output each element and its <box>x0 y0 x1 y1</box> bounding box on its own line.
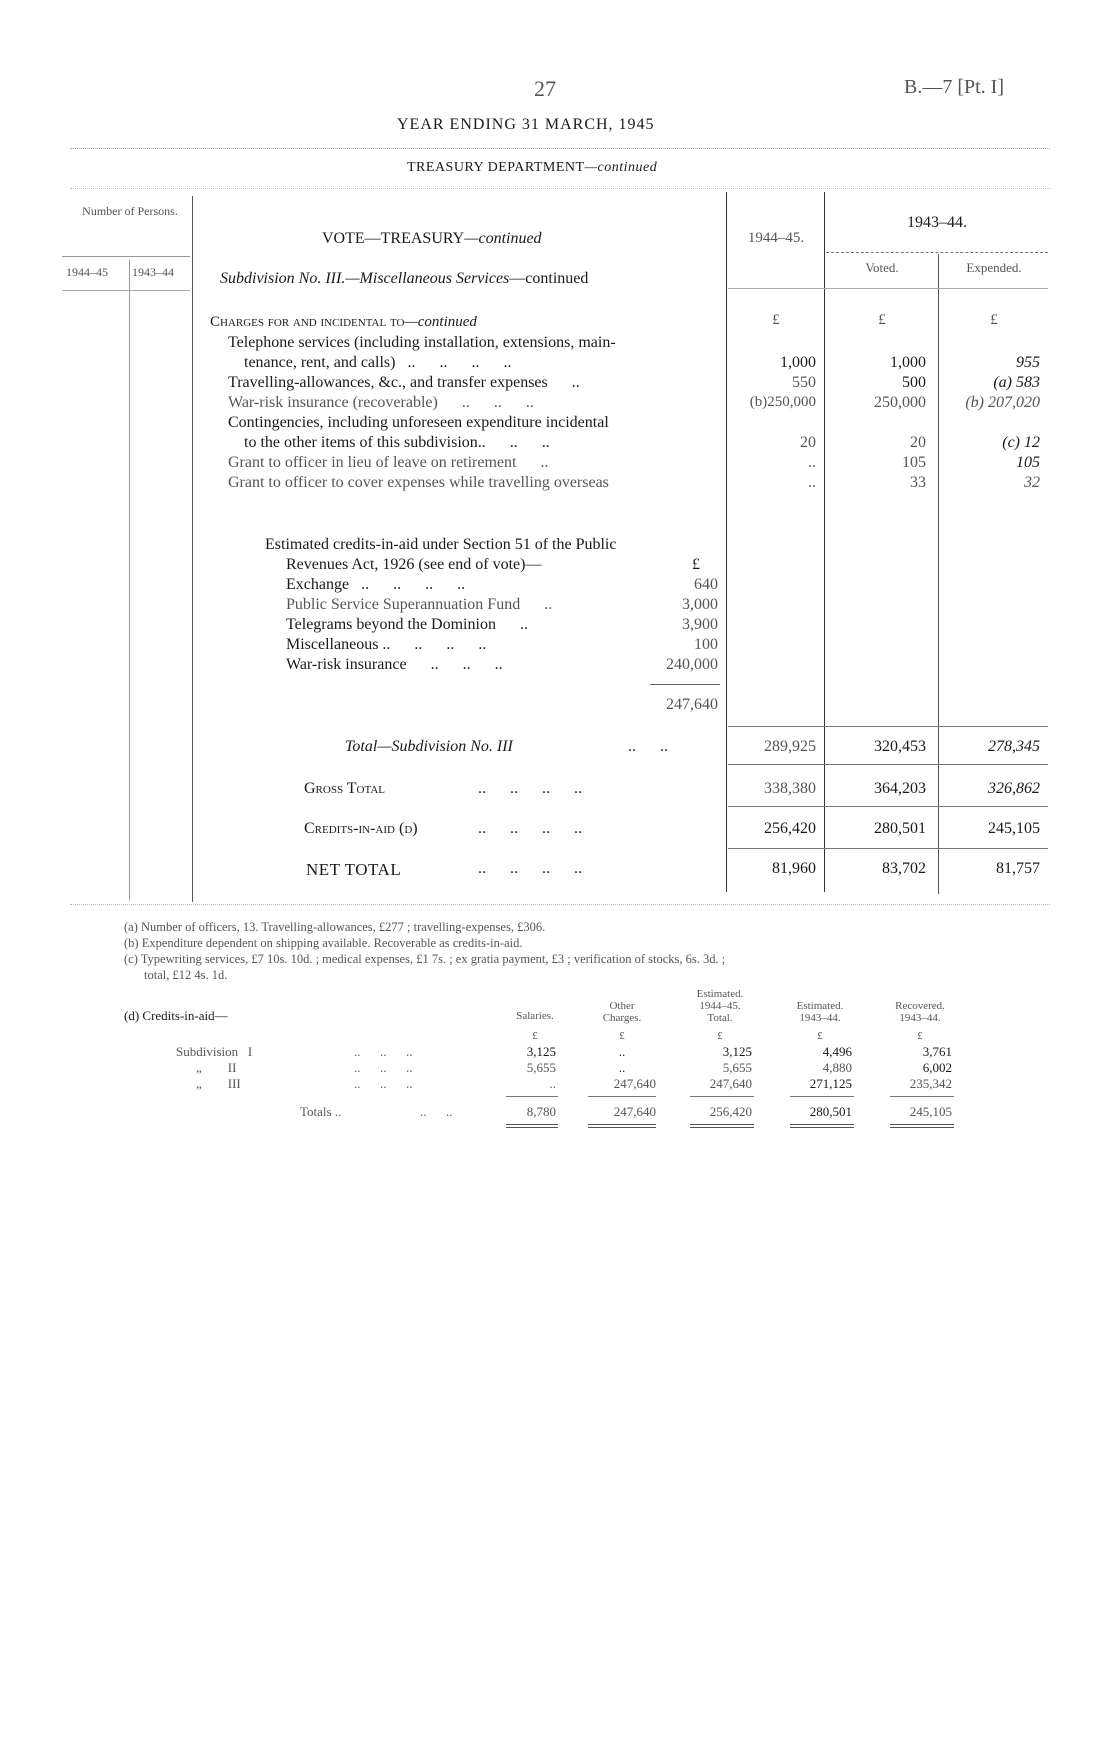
credits-intro-line1: Estimated credits-in-aid under Section 51 of the Public <box>265 536 617 553</box>
charge-contingencies-line2: to the other items of this subdivision.. .. .. <box>244 434 550 451</box>
pound-expended: £ <box>990 312 998 328</box>
ct-pound-other: £ <box>619 1030 625 1042</box>
net-total-voted: 83,702 <box>882 860 926 877</box>
ct-row-salaries: .. <box>549 1076 556 1091</box>
gross-total-dots: .. .. .. .. <box>478 780 582 797</box>
footnote-a: (a) Number of officers, 13. Travelling-allowances, £277 ; travelling-expenses, £306. <box>124 920 546 934</box>
credits-in-aid-label: Credits-in-aid (d) <box>304 820 418 837</box>
ct-row-total: 5,655 <box>722 1060 752 1075</box>
ct-row-rec: 235,342 <box>909 1076 952 1091</box>
footnote-c: (c) Typewriting services, £7 10s. 10d. ; medical expenses, £1 7s. ; ex gratia payment, £3 ; verification of stocks, 6s. 3d. ; <box>124 952 726 966</box>
total-subdivision-dots: .. .. <box>628 738 668 755</box>
charge-grant-overseas-voted: 33 <box>910 474 926 491</box>
credits-in-aid-dots: .. .. .. .. <box>478 820 582 837</box>
ct-row-dots: .. .. .. <box>354 1060 413 1075</box>
ct-row-est: 4,496 <box>822 1044 852 1059</box>
charge-contingencies-1944: 20 <box>800 434 816 451</box>
charges-heading-main: Charges for and incidental to <box>210 314 405 330</box>
ct-head-other-2: Charges. <box>602 1012 642 1024</box>
col-voted-heading: Voted. <box>865 260 899 275</box>
charge-grant-overseas-1944: .. <box>808 474 816 491</box>
ct-row-salaries: 5,655 <box>526 1060 556 1075</box>
ct-row-label: „ II <box>196 1060 237 1075</box>
charges-heading <box>210 314 477 331</box>
credit-miscellaneous-value: 100 <box>694 636 718 653</box>
ct-head-est-2: 1944–45. <box>699 1000 741 1012</box>
ct-row-est: 4,880 <box>822 1060 852 1075</box>
charge-war-risk-expended: (b) 207,020 <box>965 394 1040 411</box>
ct-head-rec-2: 1943–44. <box>899 1012 941 1024</box>
credits-total: 247,640 <box>666 696 718 713</box>
vote-title-suffix: —continued <box>464 230 542 247</box>
credit-superannuation-value: 3,000 <box>682 596 718 613</box>
col-1943-heading: 1943–44. <box>907 214 967 231</box>
credits-intro-line2: Revenues Act, 1926 (see end of vote)— <box>286 556 542 573</box>
ct-row-rec: 6,002 <box>922 1060 952 1075</box>
ct-pound-total: £ <box>717 1030 723 1042</box>
ct-pound-rec: £ <box>917 1030 923 1042</box>
credit-telegrams-value: 3,900 <box>682 616 718 633</box>
ct-row-total: 247,640 <box>709 1076 752 1091</box>
credit-telegrams: Telegrams beyond the Dominion .. <box>286 616 528 633</box>
charge-war-risk-voted: 250,000 <box>874 394 926 411</box>
persons-heading: Number of Persons. <box>82 204 178 218</box>
net-total-label: NET TOTAL <box>306 860 402 879</box>
ct-row-other: .. <box>618 1044 626 1059</box>
department-name: TREASURY DEPARTMENT <box>407 160 585 175</box>
gross-total-voted: 364,203 <box>874 780 926 797</box>
ct-row-salaries: 3,125 <box>526 1044 556 1059</box>
footnote-b: (b) Expenditure dependent on shipping available. Recoverable as credits-in-aid. <box>124 936 523 950</box>
ct-totals-dots: .. .. <box>420 1104 453 1119</box>
net-total-expended: 81,757 <box>996 860 1040 877</box>
net-total-dots: .. .. .. .. <box>478 860 582 877</box>
charge-travelling-expended: (a) 583 <box>993 374 1040 391</box>
department-suffix: —continued <box>584 160 658 175</box>
subdivision-main: Subdivision No. III.—Miscellaneous Services <box>220 270 510 287</box>
credit-war-risk-value: 240,000 <box>666 656 718 673</box>
charge-contingencies-line1: Contingencies, including unforeseen expenditure incidental <box>228 414 609 431</box>
credit-miscellaneous: Miscellaneous .. .. .. .. <box>286 636 487 653</box>
charge-travelling-1944: 550 <box>792 374 816 391</box>
ct-pound-est: £ <box>817 1030 823 1042</box>
subdivision-title <box>220 270 588 288</box>
charge-war-risk-1944: (b)250,000 <box>749 394 816 410</box>
ct-row-dots: .. .. .. <box>354 1076 413 1091</box>
gross-total-label: Gross Total <box>304 780 386 797</box>
ct-row-dots: .. .. .. <box>354 1044 413 1059</box>
persons-col-1943: 1943–44 <box>132 265 174 279</box>
ct-totals-est: 280,501 <box>809 1104 852 1119</box>
ct-row-label: „ III <box>196 1076 241 1091</box>
ct-head-rec-1: Recovered. <box>895 1000 945 1012</box>
ct-totals-salaries: 8,780 <box>526 1104 556 1119</box>
ct-head-salaries: Salaries. <box>516 1010 554 1022</box>
ct-head-est43-1: Estimated. <box>796 1000 844 1012</box>
reference-code: B.—7 [Pt. I] <box>904 76 1004 98</box>
ct-totals-label: Totals .. <box>300 1104 342 1119</box>
charge-telephone-line1: Telephone services (including installation, extensions, main- <box>228 334 616 351</box>
credits-in-aid-1944: 256,420 <box>764 820 816 837</box>
net-total-1944: 81,960 <box>772 860 816 877</box>
ct-totals-total: 256,420 <box>709 1104 752 1119</box>
credits-table-title: (d) Credits-in-aid— <box>124 1008 228 1023</box>
ct-pound-salaries: £ <box>532 1030 538 1042</box>
credit-exchange: Exchange .. .. .. .. <box>286 576 466 593</box>
charge-contingencies-voted: 20 <box>910 434 926 451</box>
total-subdivision-expended: 278,345 <box>988 738 1040 755</box>
credit-war-risk: War-risk insurance .. .. .. <box>286 656 503 673</box>
credits-in-aid-expended: 245,105 <box>988 820 1040 837</box>
pound-1944: £ <box>772 312 780 328</box>
total-subdivision-1944: 289,925 <box>764 738 816 755</box>
ct-row-est: 271,125 <box>809 1076 852 1091</box>
charge-grant-leave-expended: 105 <box>1016 454 1040 471</box>
col-expended-heading: Expended. <box>966 260 1022 275</box>
ct-row-total: 3,125 <box>722 1044 752 1059</box>
ct-head-est-1: Estimated. <box>696 988 744 1000</box>
credits-pound: £ <box>692 556 700 573</box>
charge-grant-leave: Grant to officer in lieu of leave on retirement .. <box>228 454 549 471</box>
total-subdivision-voted: 320,453 <box>874 738 926 755</box>
department-title <box>407 160 657 176</box>
ct-head-other-1: Other <box>609 1000 635 1012</box>
gross-total-1944: 338,380 <box>764 780 816 797</box>
ct-row-other: 247,640 <box>613 1076 656 1091</box>
year-title: YEAR ENDING 31 MARCH, 1945 <box>397 116 655 133</box>
charges-heading-suffix: —continued <box>404 314 477 330</box>
credit-exchange-value: 640 <box>694 576 718 593</box>
credits-in-aid-voted: 280,501 <box>874 820 926 837</box>
charge-telephone-expended: 955 <box>1016 354 1040 371</box>
ct-row-label: Subdivision I <box>176 1044 253 1059</box>
ct-head-est43-2: 1943–44. <box>799 1012 841 1024</box>
charge-travelling: Travelling-allowances, &c., and transfer expenses .. <box>228 374 580 391</box>
charge-grant-leave-1944: .. <box>808 454 816 471</box>
ct-totals-rec: 245,105 <box>909 1104 952 1119</box>
charge-war-risk: War-risk insurance (recoverable) .. .. .. <box>228 394 534 411</box>
ct-totals-other: 247,640 <box>613 1104 656 1119</box>
charge-telephone-line2: tenance, rent, and calls) .. .. .. .. <box>244 354 512 371</box>
footnote-c-total: total, £12 4s. 1d. <box>144 968 228 982</box>
subdivision-suffix: —continued <box>509 270 589 287</box>
ct-row-rec: 3,761 <box>922 1044 952 1059</box>
page-number: 27 <box>534 76 556 101</box>
gross-total-expended: 326,862 <box>988 780 1040 797</box>
credit-superannuation: Public Service Superannuation Fund .. <box>286 596 553 613</box>
charge-contingencies-expended: (c) 12 <box>1002 434 1040 451</box>
charge-grant-overseas-expended: 32 <box>1024 474 1040 491</box>
charge-telephone-1944: 1,000 <box>780 354 816 371</box>
vote-title <box>322 230 542 248</box>
pound-voted: £ <box>878 312 886 328</box>
charge-grant-overseas: Grant to officer to cover expenses while travelling overseas <box>228 474 609 491</box>
charge-grant-leave-voted: 105 <box>902 454 926 471</box>
persons-col-1944: 1944–45 <box>66 265 108 279</box>
ct-head-est-3: Total. <box>707 1012 733 1024</box>
charge-travelling-voted: 500 <box>902 374 926 391</box>
total-subdivision-label: Total—Subdivision No. III <box>345 738 513 755</box>
ct-row-other: .. <box>618 1060 626 1075</box>
vote-title-main: VOTE—TREASURY <box>322 230 465 247</box>
charge-telephone-voted: 1,000 <box>890 354 926 371</box>
col-1944-heading: 1944–45. <box>747 230 805 246</box>
